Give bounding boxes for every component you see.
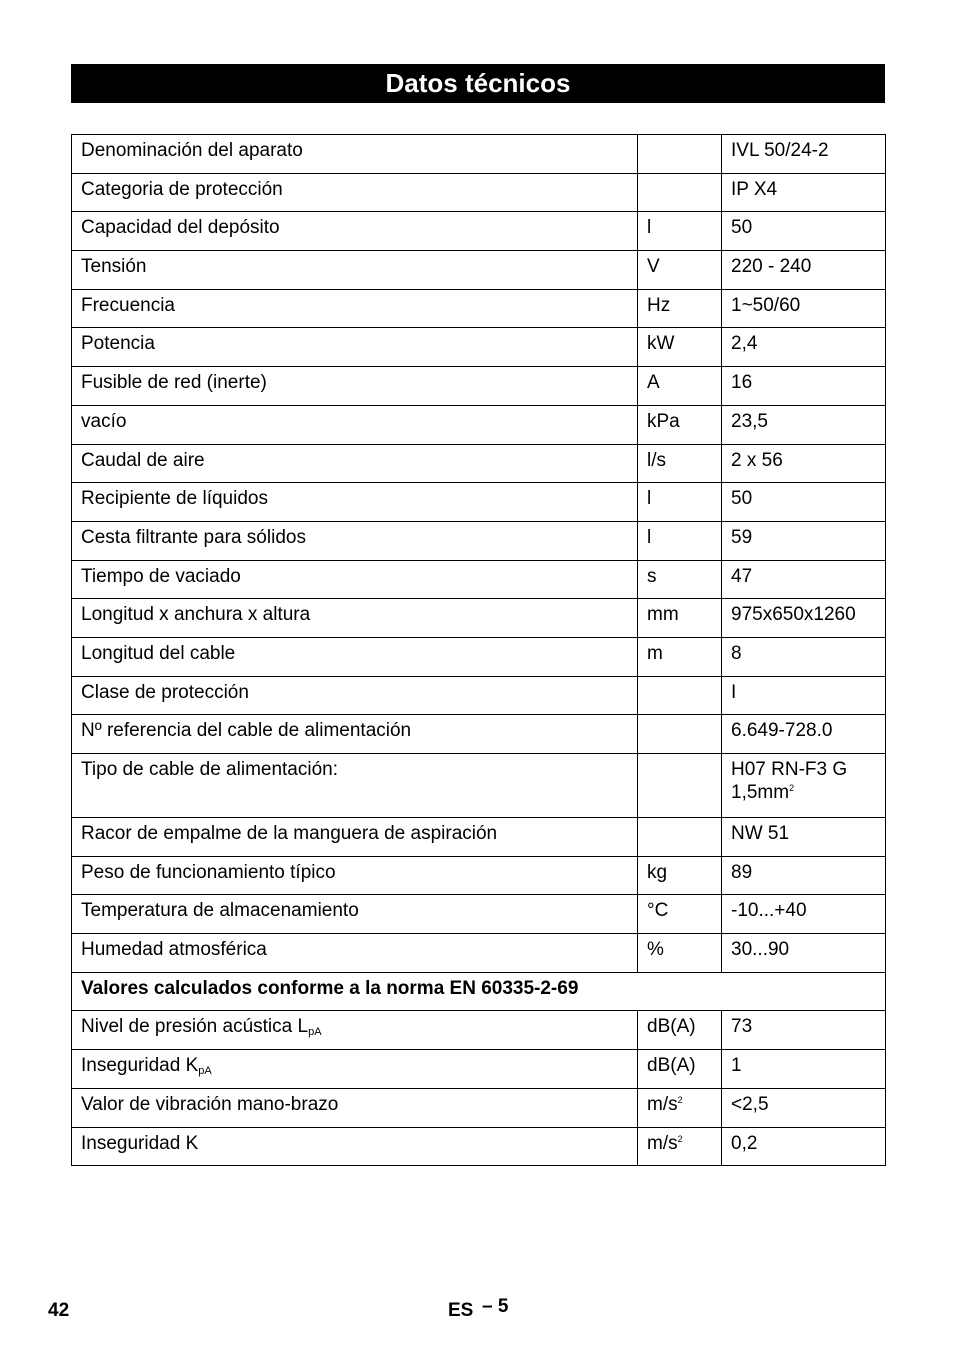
spec-value: 16 [722, 367, 886, 406]
table-row [72, 895, 886, 934]
spec-value: -10...+40 [722, 895, 886, 934]
spec-label: Categoria de protección [72, 173, 638, 212]
spec-unit [638, 1127, 722, 1166]
spec-value: <2,5 [722, 1088, 886, 1127]
table-row [72, 289, 886, 328]
label-subscript: pA [198, 1065, 212, 1078]
spec-value: IVL 50/24-2 [722, 135, 886, 174]
spec-label [72, 1088, 638, 1127]
table-row [72, 715, 886, 754]
spec-unit: l [638, 521, 722, 560]
spec-label: Temperatura de almacenamiento [72, 895, 638, 934]
spec-value: 89 [722, 856, 886, 895]
spec-unit [638, 1088, 722, 1127]
spec-unit [638, 1011, 722, 1050]
spec-label: Tipo de cable de alimentación: [72, 754, 638, 818]
spec-label: Humedad atmosférica [72, 934, 638, 973]
spec-value: 30...90 [722, 934, 886, 973]
value-line-1: H07 RN-F3 G [731, 759, 848, 780]
spec-unit: V [638, 251, 722, 290]
section-heading: Valores calculados conforme a la norma EN 60335-2-69 [72, 972, 886, 1011]
table-row [72, 135, 886, 174]
table-row [72, 972, 886, 1011]
spec-unit: l [638, 212, 722, 251]
unit-text: m/s [647, 1093, 678, 1115]
spec-label: Peso de funcionamiento típico [72, 856, 638, 895]
spec-unit [638, 818, 722, 857]
spec-value: 47 [722, 560, 886, 599]
spec-value: 1~50/60 [722, 289, 886, 328]
table-row [72, 251, 886, 290]
spec-label: Cesta filtrante para sólidos [72, 521, 638, 560]
value-superscript: 2 [789, 783, 795, 793]
spec-unit: mm [638, 599, 722, 638]
spec-unit: s [638, 560, 722, 599]
spec-value: 6.649-728.0 [722, 715, 886, 754]
spec-unit [638, 135, 722, 174]
value-base: 1,5mm [731, 782, 790, 803]
spec-value: 2 x 56 [722, 444, 886, 483]
table-row [72, 637, 886, 676]
spec-unit: kW [638, 328, 722, 367]
spec-unit: °C [638, 895, 722, 934]
spec-label [72, 1011, 638, 1050]
spec-value: 8 [722, 637, 886, 676]
table-row [72, 934, 886, 973]
spec-label [72, 1127, 638, 1166]
unit-text: m/s [647, 1132, 678, 1154]
spec-value: 50 [722, 212, 886, 251]
spec-value: 0,2 [722, 1127, 886, 1166]
spec-value: 73 [722, 1011, 886, 1050]
table-row [72, 521, 886, 560]
spec-label [72, 1050, 638, 1089]
value-line-2 [731, 781, 877, 804]
table-row [72, 1088, 886, 1127]
spec-label: Tensión [72, 251, 638, 290]
unit-text: dB(A) [647, 1055, 696, 1077]
table-row [72, 367, 886, 406]
language-code: ES [448, 1300, 474, 1321]
spec-unit: A [638, 367, 722, 406]
spec-label: Frecuencia [72, 289, 638, 328]
label-text: Inseguridad K [81, 1055, 199, 1077]
label-text: Valor de vibración mano-brazo [81, 1093, 339, 1115]
spec-label: Tiempo de vaciado [72, 560, 638, 599]
table-row [72, 856, 886, 895]
table-row [72, 483, 886, 522]
technical-data-table [71, 134, 886, 1166]
spec-label: Fusible de red (inerte) [72, 367, 638, 406]
spec-value: NW 51 [722, 818, 886, 857]
label-subscript: pA [308, 1026, 322, 1039]
spec-value: 23,5 [722, 405, 886, 444]
spec-label: Recipiente de líquidos [72, 483, 638, 522]
spec-label: Caudal de aire [72, 444, 638, 483]
spec-label: Clase de protección [72, 676, 638, 715]
spec-label: Longitud x anchura x altura [72, 599, 638, 638]
table-row [72, 1050, 886, 1089]
spec-unit [638, 173, 722, 212]
label-text: Inseguridad K [81, 1132, 199, 1154]
table-row [72, 754, 886, 818]
unit-superscript: 2 [677, 1094, 683, 1105]
table-row [72, 444, 886, 483]
table-row [72, 328, 886, 367]
unit-text: dB(A) [647, 1016, 696, 1038]
separator: – [482, 1296, 493, 1317]
label-text: Nivel de presión acústica L [81, 1016, 309, 1038]
table-row [72, 173, 886, 212]
section-page [482, 1296, 508, 1318]
spec-unit [638, 1050, 722, 1089]
page-number: 42 [48, 1300, 70, 1321]
spec-value: 975x650x1260 [722, 599, 886, 638]
table-row [72, 212, 886, 251]
section-page-number: 5 [497, 1296, 509, 1317]
spec-value: 50 [722, 483, 886, 522]
spec-value: 1 [722, 1050, 886, 1089]
spec-label: Potencia [72, 328, 638, 367]
spec-label: Nº referencia del cable de alimentación [72, 715, 638, 754]
unit-superscript: 2 [677, 1133, 683, 1144]
page-title: Datos técnicos [71, 64, 885, 103]
spec-label: Denominación del aparato [72, 135, 638, 174]
table-row [72, 818, 886, 857]
table-row [72, 560, 886, 599]
spec-unit: % [638, 934, 722, 973]
spec-unit [638, 676, 722, 715]
spec-value: 220 - 240 [722, 251, 886, 290]
spec-value: I [722, 676, 886, 715]
table-row [72, 1011, 886, 1050]
spec-value [722, 754, 886, 818]
spec-unit: kPa [638, 405, 722, 444]
table-row [72, 405, 886, 444]
table-row [72, 676, 886, 715]
spec-unit [638, 754, 722, 818]
spec-label: Racor de empalme de la manguera de aspiración [72, 818, 638, 857]
spec-unit: l [638, 483, 722, 522]
spec-label: Capacidad del depósito [72, 212, 638, 251]
spec-label: vacío [72, 405, 638, 444]
table-row [72, 599, 886, 638]
spec-unit: m [638, 637, 722, 676]
spec-value: 2,4 [722, 328, 886, 367]
spec-unit: l/s [638, 444, 722, 483]
spec-unit: Hz [638, 289, 722, 328]
spec-label: Longitud del cable [72, 637, 638, 676]
spec-value: IP X4 [722, 173, 886, 212]
spec-value: 59 [722, 521, 886, 560]
spec-unit: kg [638, 856, 722, 895]
table-row [72, 1127, 886, 1166]
spec-unit [638, 715, 722, 754]
